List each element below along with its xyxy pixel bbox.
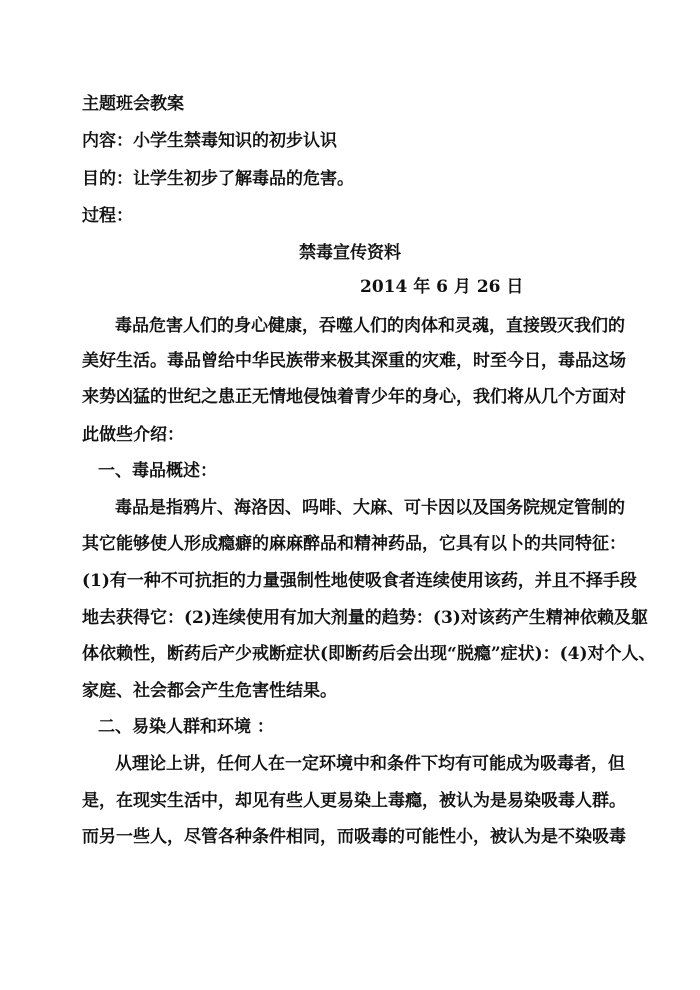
section1-line: 地去获得它：(2)连续使用有加大剂量的趋势：(3)对该药产生精神依赖及躯	[82, 608, 648, 628]
article-date: 2014 年 6 月 26 日	[360, 277, 524, 297]
article-title: 禁毒宣传资料	[299, 243, 401, 263]
section2-line: 而另一些人，尽管各种条件相同，而吸毒的可能性小，被认为是不染吸毒	[82, 827, 626, 847]
section2-line: 从理论上讲，任何人在一定环境中和条件下均有可能成为吸毒者，但	[115, 754, 625, 774]
doc-type-line: 主题班会教案	[82, 94, 184, 114]
section2-line: 是，在现实生活中，却见有些人更易染上毒瘾，被认为是易染吸毒人群。	[82, 791, 626, 811]
section1-line: 其它能够使人形成瘾癖的麻麻醉品和精神药品，它具有以卜的共同特征：	[82, 534, 626, 554]
intro-line: 来势凶猛的世纪之患正无情地侵蚀着青少年的身心，我们将从几个方面对	[82, 387, 626, 407]
content-line: 内容：小学生禁毒知识的初步认识	[82, 131, 337, 151]
section1-line: (1)有一种不可抗拒的力量强制性地使吸食者连续使用该药，并且不择手段	[82, 571, 637, 591]
section1-line: 体依赖性，断药后产少戒断症状(即断药后会出现“脱瘾”症状)：(4)对个人、	[82, 644, 656, 664]
intro-line: 毒品危害人们的身心健康，吞噬人们的肉体和灵魂，直接毁灭我们的	[115, 316, 625, 336]
purpose-line: 目的：让学生初步了解毒品的危害。	[82, 169, 354, 189]
intro-line: 此做些介绍：	[82, 425, 184, 445]
section1-heading: 一、毒品概述：	[98, 461, 217, 481]
section1-line: 家庭、社会都会产生危害性结果。	[82, 681, 337, 701]
section2-heading: 二、易染人群和环境 ：	[98, 717, 274, 737]
process-line: 过程：	[82, 206, 133, 226]
intro-line: 美好生活。毒品曾给中华民族带来极其深重的灾难，时至今日，毒品这场	[82, 351, 626, 371]
section1-line: 毒品是指鸦片、海洛因、吗啡、大麻、可卡因以及国务院规定管制的	[115, 498, 625, 518]
